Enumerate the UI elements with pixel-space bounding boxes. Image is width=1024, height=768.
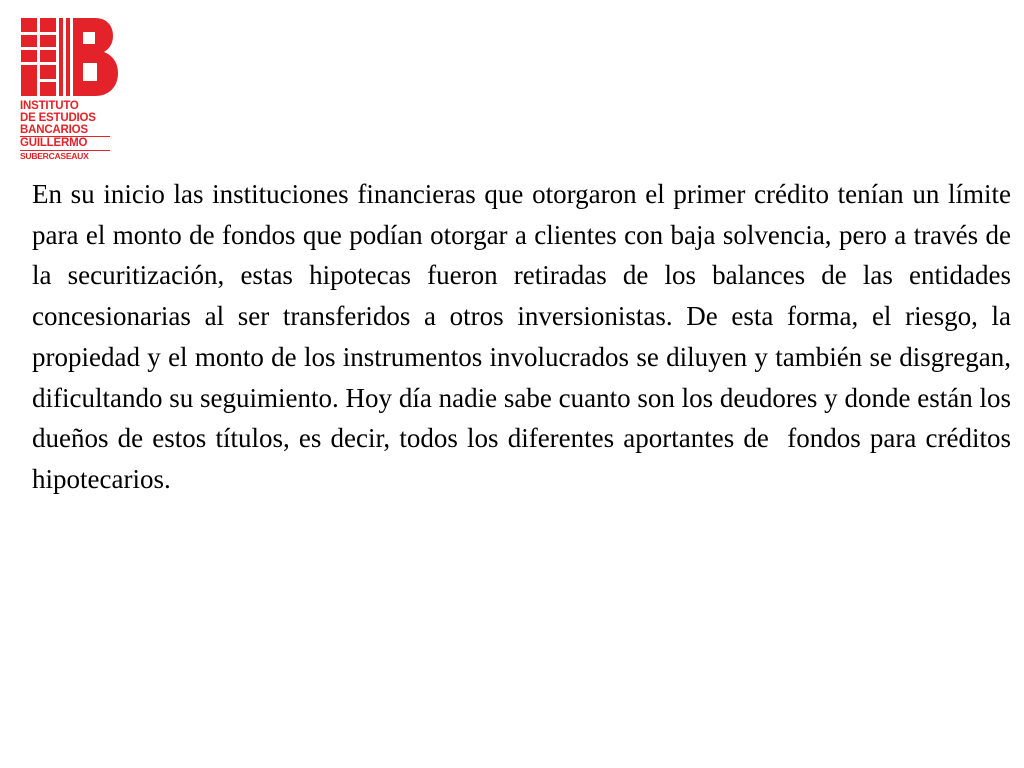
logo-text-line-1: INSTITUTO [20,100,79,112]
logo-text-line-2: DE ESTUDIOS [20,112,96,124]
ieb-logo-mark-icon [21,18,119,96]
logo-text-line-3: BANCARIOS [20,124,88,136]
logo-text-line-5: SUBERCASEAUX [20,151,89,161]
body-paragraph: En su inicio las instituciones financieras que otorgaron el primer crédito tenían un límite para el monto de fondos que podían otorgar a clientes con baja solvencia, pero a través de la securitización, estas hipotecas fueron retiradas de los balances de las entidades concesionarias al ser transferidos a otros inversionistas. De esta forma, el riesgo, la propiedad y el monto de los instrumentos involucrados se diluyen y también se disgregan, dificultando su seguimiento. Hoy día nadie sabe cuanto son los deudores y donde están los dueños de estos títulos, es decir, todos los diferentes aportantes de fondos para créditos hipotecarios. [32,179,1024,494]
logo-text-line-4: GUILLERMO [20,137,88,149]
institute-logo [20,18,120,166]
